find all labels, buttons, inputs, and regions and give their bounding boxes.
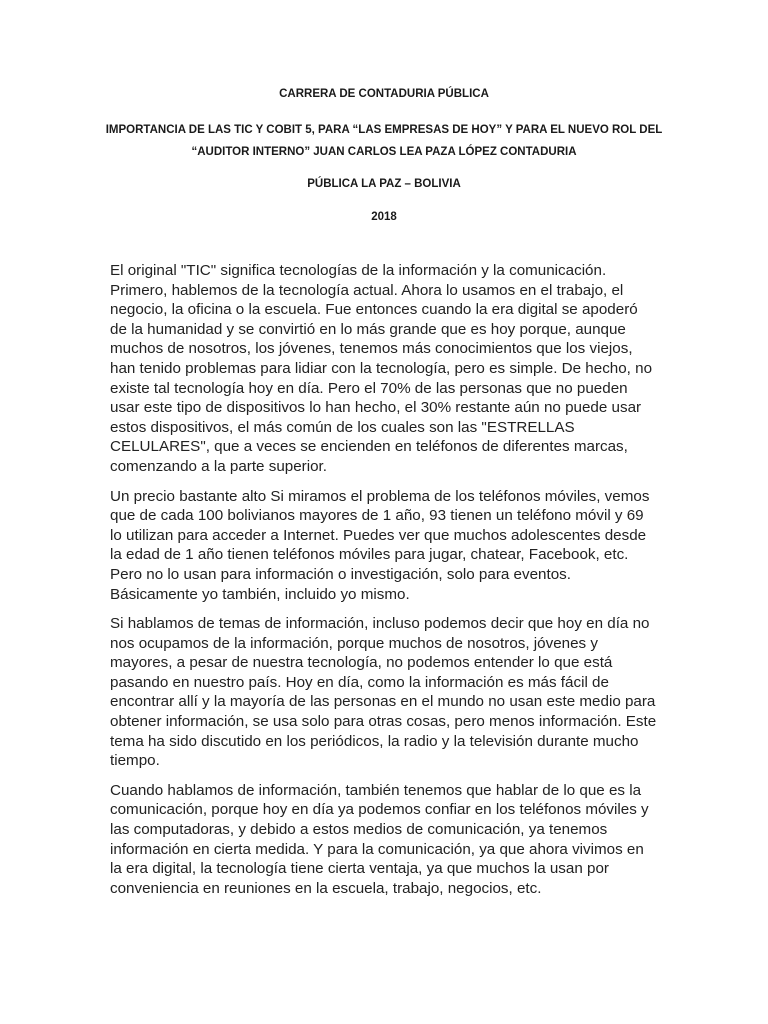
document-subtitle: IMPORTANCIA DE LAS TIC Y COBIT 5, PARA “LAS EMPRESAS DE HOY” Y PARA EL NUEVO ROL DEL “AUDITOR INTERNO” JUAN CARLOS LEA PAZA LÓPEZ CONTADURIA	[105, 124, 663, 158]
paragraph-4: Cuando hablamos de información, también tenemos que hablar de lo que es la comunicación, porque hoy en día ya podemos confiar en los teléfonos móviles y las computadoras, y debido a estos medios de comunicación, ya tenemos información en cierta medida. Y para la comunicación, ya que ahora vivimos en la era digital, la tecnología tiene cierta ventaja, ya que muchos la usan por conveniencia en reuniones en la escuela, trabajo, negocios, etc.	[110, 781, 649, 897]
document-place: PÚBLICA LA PAZ – BOLIVIA	[307, 178, 461, 190]
paragraph-2: Un precio bastante alto Si miramos el problema de los teléfonos móviles, vemos que de cada 100 bolivianos mayores de 1 año, 93 tienen un teléfono móvil y 69 lo utilizan para acceder a Internet. Puedes ver que muchos adolescentes desde la edad de 1 año tienen teléfonos móviles para jugar, chatear, Facebook, etc. Pero no lo usan para información o investigación, solo para eventos. Básicamente yo también, incluido yo mismo.	[110, 487, 650, 603]
document-body	[110, 261, 658, 908]
document-year: 2018	[371, 211, 397, 223]
paragraph-3: Si hablamos de temas de información, incluso podemos decir que hoy en día no nos ocupamos de la información, porque muchos de nosotros, jóvenes y mayores, a pesar de nuestra tecnología, no podemos entender lo que está pasando en nuestro país. Hoy en día, como la información es más fácil de encontrar allí y la mayoría de las personas en el mundo no usan este medio para obtener información, se usa solo para otras cosas, pero menos información. Este tema ha sido discutido en los periódicos, la radio y la televisión durante mucho tiempo.	[110, 615, 657, 770]
document-header	[100, 86, 668, 225]
document-title: CARRERA DE CONTADURIA PÚBLICA	[279, 88, 489, 100]
paragraph-1: El original "TIC" significa tecnologías de la información y la comunicación. Primero, hablemos de la tecnología actual. Ahora lo usamos en el trabajo, el negocio, la oficina o la escuela. Fue entonces cuando la era digital se apoderó de la humanidad y se convirtió en lo más grande que es hoy porque, aunque muchos de nosotros, los jóvenes, tenemos más conocimientos que los viejos, han tenido problemas para lidiar con la tecnología, pero es simple. De hecho, no existe tal tecnología hoy en día. Pero el 70% de las personas que no pueden usar este tipo de dispositivos lo han hecho, el 30% restante aún no puede usar estos dispositivos, el más común de los cuales son las "ESTRELLAS CELULARES", que a veces se encienden en teléfonos de diferentes marcas, comenzando a la parte superior.	[110, 262, 653, 475]
